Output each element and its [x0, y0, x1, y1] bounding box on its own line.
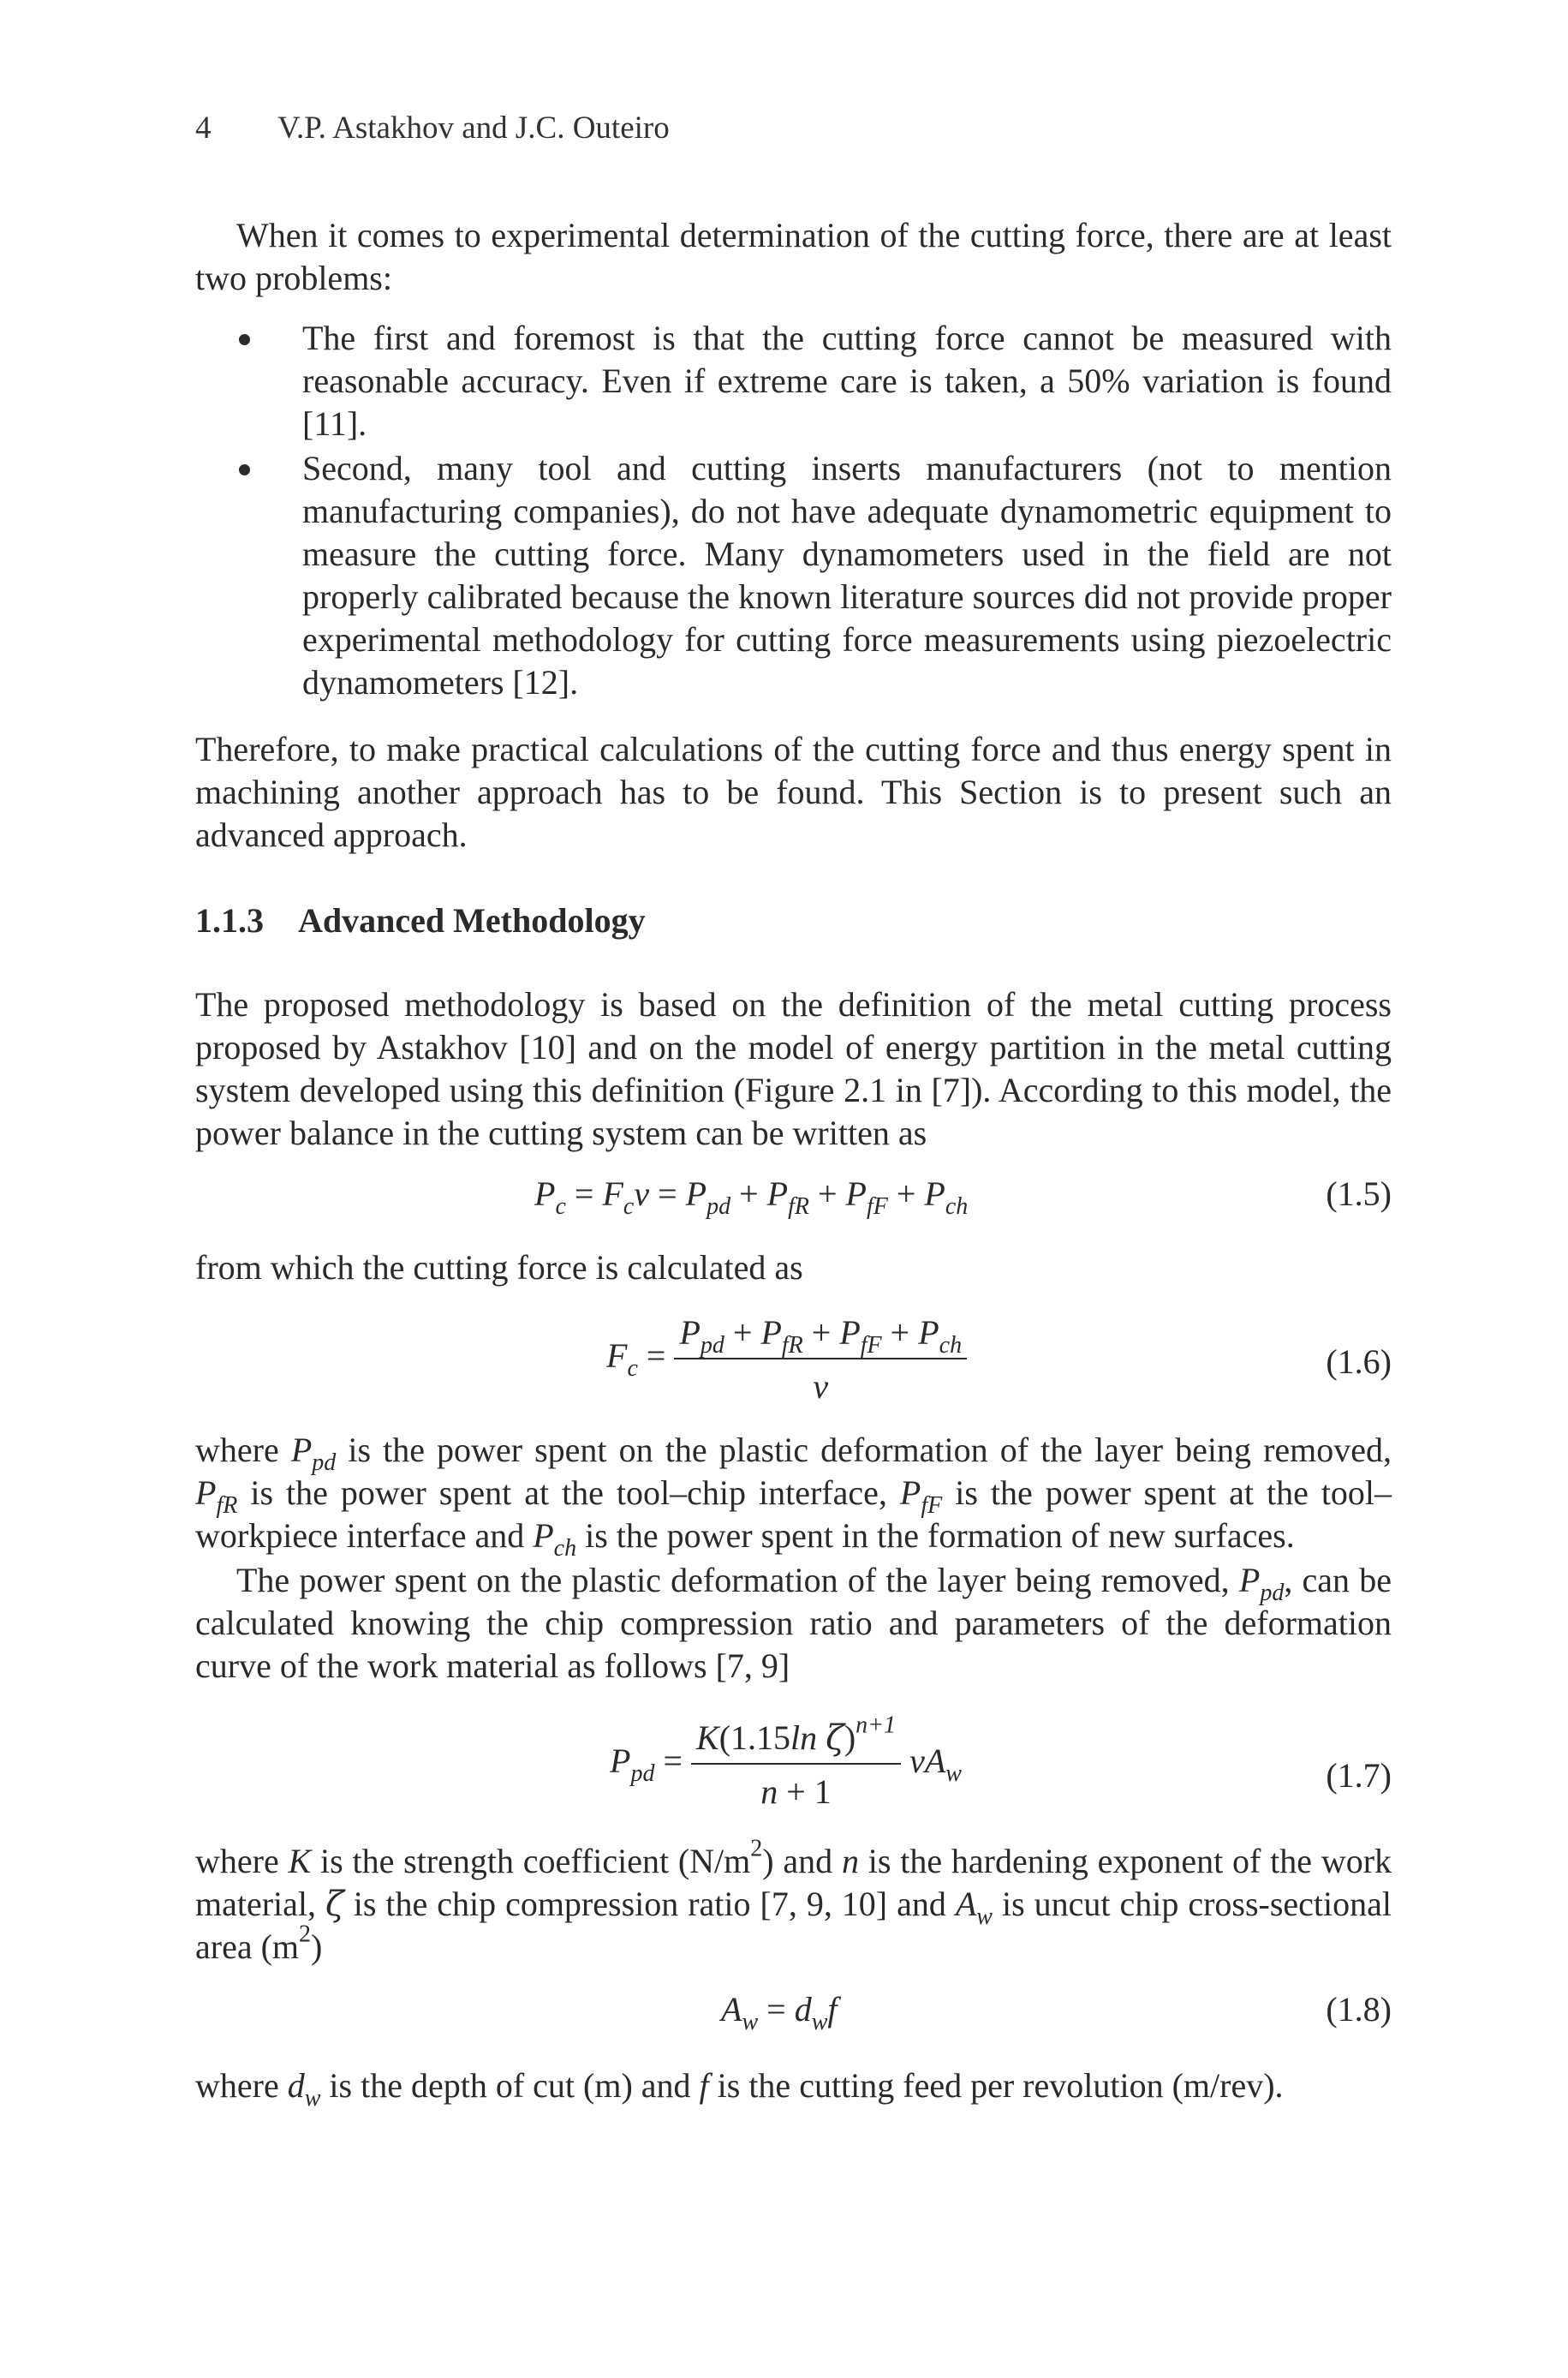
where-paragraph-1: where $P_{pd}$ is the power spent on the plastic deformation of the layer being removed, $P_{fR}$ is the power spent at the tool–chip interface, $P_{fF}$ is the power spent at the tool–workpiece interface and $P_{ch}$ is the power spent in the formation of new surfaces. — [195, 1431, 1392, 1562]
bullet-text: Second, many tool and cutting inserts manufacturers (not to mention manufacturing companies), do not have adequate dynamometric equipment to measure the cutting force. Many dynamometers used in the field are not properly calibrated because the known literature sources did not provide proper experimental methodology for cutting force measurements using piezoelectric dynamometers [12]. — [302, 449, 1392, 702]
equation-number: (1.8) — [1326, 1990, 1392, 2028]
therefore-paragraph: Therefore, to make practical calculations of the cutting force and thus energy spent in machining another approach has to be found. This Section is to present such an advanced approach. — [195, 730, 1392, 854]
equation-body: $P_c = F_cv = P_{pd} + P_{fR} + P_{fF} + P_{ch}$ — [534, 1174, 969, 1220]
equation-body: $A_w = d_wf$ — [721, 1990, 838, 2035]
bullet-item — [195, 317, 1392, 445]
section-heading — [195, 899, 646, 942]
equation-1-8 — [195, 1989, 1392, 2037]
where-paragraph-3: where $d_w$ is the depth of cut (m) and f is the cutting feed per revolution (m/rev). — [195, 2066, 1284, 2112]
methodology-paragraph: The proposed methodology is based on the definition of the metal cutting process proposed by Astakhov [10] and on the model of energy partition in the metal cutting system developed using this definition (Figure 2.1 in [7]). According to this model, the power balance in the cutting system can be written as — [195, 985, 1392, 1152]
from-which-text: from which the cutting force is calculated as — [195, 1248, 803, 1287]
bullet-list — [195, 317, 1392, 706]
page-number: 4 — [195, 111, 212, 146]
bullet-item — [195, 447, 1392, 704]
section-title: Advanced Methodology — [298, 901, 646, 940]
equation-number: (1.7) — [1326, 1756, 1392, 1795]
equation-number: (1.6) — [1326, 1342, 1392, 1381]
where-paragraph-2: where K is the strength coefficient $(N/m^2)$ and n is the hardening exponent of the work material, ζ is the chip compression ratio [7, 9, 10] and $A_w$ is uncut chip cross-sectional area $(m^2)$ — [195, 1835, 1392, 1966]
intro-paragraph: When it comes to experimental determination of the cutting force, there are at least two problems: — [195, 216, 1392, 297]
equation-1-6 — [195, 1312, 1392, 1415]
fraction: $\frac{P_{pd} + P_{fR} + P_{fF} + P_{ch}}{v}$ — [674, 1312, 967, 1407]
bullet-text: The first and foremost is that the cutting force cannot be measured with reasonable accuracy. Even if extreme care is taken, a 50% variation is found [11]. — [302, 319, 1392, 443]
equation-body: $F_c$ = $\frac{P_{pd} + P_{fR} + P_{fF} + P_{ch}}{v}$ — [606, 1312, 967, 1407]
equation-1-7 — [195, 1712, 1392, 1829]
equation-1-5 — [195, 1174, 1392, 1222]
running-header — [195, 110, 670, 147]
power-paragraph: The power spent on the plastic deformation of the layer being removed, $P_{pd}$, can be calculated knowing the chip compression ratio and parameters of the deformation curve of the work material as follows [7, 9] — [195, 1561, 1392, 1685]
equation-number: (1.5) — [1326, 1174, 1392, 1213]
equation-body: $P_{pd}$ = $\frac{K(1.15\ln \zeta)^{n+1}}{n + 1}$ $vA_w$ — [610, 1712, 962, 1811]
bullet-dot — [239, 464, 250, 475]
header-authors: V.P. Astakhov and J.C. Outeiro — [277, 111, 670, 146]
bullet-dot — [239, 334, 250, 345]
section-number: 1.1.3 — [195, 901, 264, 940]
fraction: $\frac{K(1.15\ln \zeta)^{n+1}}{n + 1}$ — [691, 1718, 901, 1812]
